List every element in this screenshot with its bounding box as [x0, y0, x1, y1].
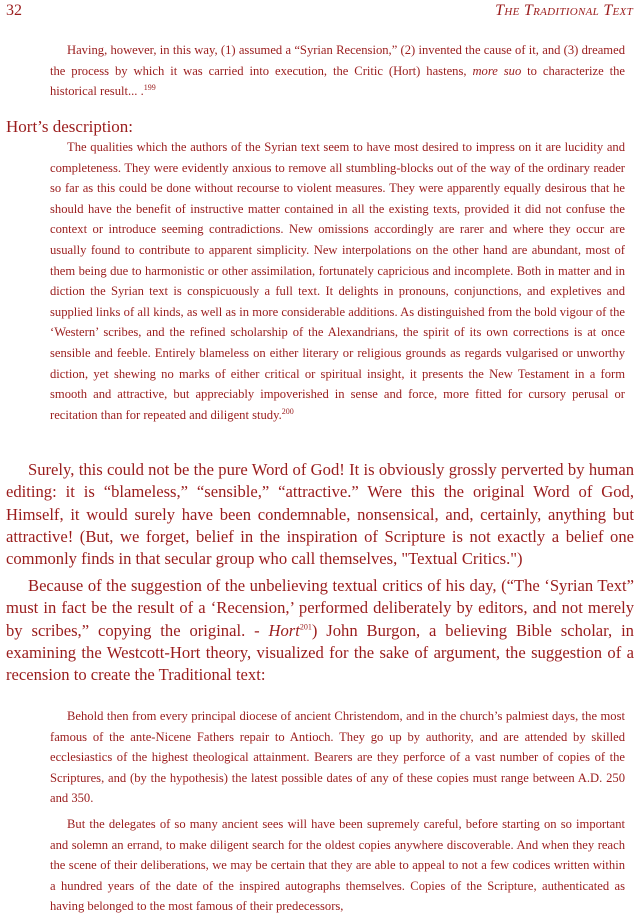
section-heading: Hort’s description:	[6, 117, 134, 136]
footnote-ref: 199	[143, 83, 156, 92]
footnote-ref: 200	[281, 406, 294, 416]
emphasis: Hort	[268, 620, 300, 640]
page-number: 32	[6, 2, 22, 19]
quote-paragraph: Behold then from every principal diocese of ancient Christendom, and in the church’s palmiest days, the most famous of the ante-Nicene Fathers repair to Antioch. They go up by authority, and are attended by skilled ecclesiastics of the highest theological attainment. Bearers are they perforce of a vast number of copies of the Scriptures, and (by the hypothesis) the latest possible dates of any of these copies must range between A.D. 250 and 350.	[50, 709, 625, 806]
emphasis: more suo	[472, 63, 522, 78]
body-paragraph-2: Because of the suggestion of the unbelieving textual critics of his day, (“The ‘Syrian Text” must in fact be the result of a ‘Recension,’ performed deliberately by editors, and not merely by scribes,” copying the original. - Hort$^{201}$) John Burgon, a believing Bible scholar, in examining the Westcott-Hort theory, visualized for the sake of argument, the suggestion of a recension to create the Traditional text:	[6, 576, 634, 685]
page-header	[6, 2, 633, 24]
quote-paragraph: But the delegates of so many ancient sees will have been supremely careful, before starting on so important and solemn an errand, to make diligent search for the oldest copies anywhere discoverable. And when they reach the scene of their deliberations, we may be certain that they are able to appeal to not a few codices written within a hundred years of the date of the inspired autographs themselves. Copies of the Scripture, authenticated as having belonged to the most famous of their predecessors,	[50, 816, 625, 914]
quote-paragraph: The qualities which the authors of the Syrian text seem to have most desired to impress on it are lucidity and completeness. They were evidently anxious to remove all stumbling-blocks out of the way of the ordinary reader so far as this could be done without recourse to violent measures. They were apparently equally desirous that he should have the benefit of instructive matter contained in all the existing texts, provided it did not confuse the context or introduce seeming contradictions. New omissions accordingly are rarer and where they occur are usually found to contribute to apparent simplicity. New interpolations on the other hand are abundant, most of them being due to harmonistic or other assimilation, fortunately capricious and incomplete. Both in matter and in diction the Syrian text is conspicuously a full text. It delights in pronouns, conjunctions, and expletives and supplied links of all kinds, as well as in more considerable additions. As distinguished from the bold vigour of the ‘Western’ scribes, and the refined scholarship of the Alexandrians, the spirit of its own corrections is at once sensible and feeble. Entirely blameless on either literary or religious grounds as regards vulgarised or unworthy diction, yet shewing no marks of either critical or spiritual insight, it presents the New Testament in a form smooth and attractive, but appreciably impoverished in sense and force, more fitted for cursory perusal or recitation than for repeated and diligent study.$^{200}$	[50, 140, 625, 422]
footnote-ref: 201	[299, 622, 312, 632]
body-paragraph-1: Surely, this could not be the pure Word of God! It is obviously grossly perverted by human editing: it is “blameless,” “sensible,” “attractive.” Were this the original Word of God, Himself, it would surely have been condemnable, nonsensical, and, certainly, anything but attractive! (But, we forget, belief in the inspiration of Scripture is not exactly a belief one commonly finds in that secular group who call themselves, "Textual Critics.")	[6, 460, 634, 569]
running-head: The Traditional Text	[495, 2, 633, 19]
block-quote-hort	[50, 137, 625, 425]
block-quote-burgon-intro	[50, 40, 625, 102]
block-quote-burgon-recension	[50, 706, 625, 922]
quote-paragraph: Having, however, in this way, (1) assumed a “Syrian Recension,” (2) invented the cause of it, and (3) dreamed the process by which it was carried into execution, the Critic (Hort) hastens, more suo to characterize the historical result... .$^{199}$	[50, 43, 626, 99]
